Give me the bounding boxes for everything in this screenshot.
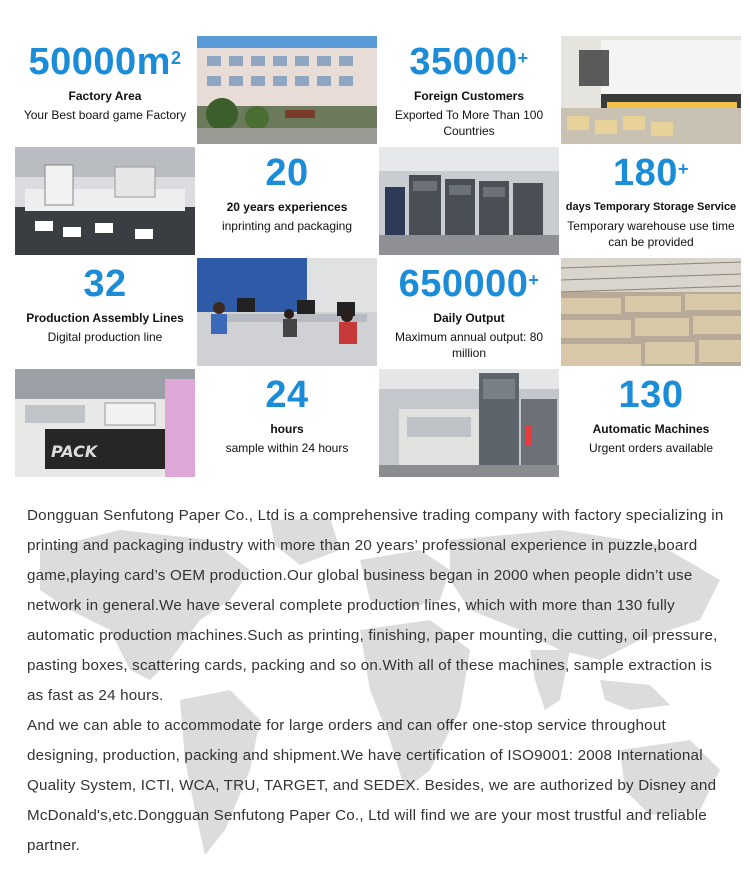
stat-number: 24 [265, 374, 309, 416]
photo-printing-press [379, 147, 559, 255]
stat-number: 650000+ [398, 263, 540, 305]
stat-label: Daily Output [433, 311, 505, 325]
stat-desc: Exported To More Than 100 Countries [394, 108, 544, 138]
description-paragraph-2: And we can able to accommodate for large orders and can offer one-stop service throughout designing, production, packing and shipment.We have certification of ISO9001: 2008 International Quality System, ICTI, WCA, TRU, TARGET, and SEDEX. Besides, we are authorized by Disney and McDonald's,etc.Dongguan Senfutong Paper Co., Ltd will find we are your most trustful and reliable partner. [27, 717, 717, 854]
stat-automatic-machines [561, 369, 741, 477]
stat-factory-area [15, 36, 195, 144]
stat-desc: Digital production line [47, 330, 163, 344]
photo-uv-coating-machine [561, 36, 741, 144]
photo-warehouse [561, 258, 741, 366]
description-paragraph-1: Dongguan Senfutong Paper Co., Ltd is a comprehensive trading company with factory specializing in printing and packaging industry with more than 20 years’ professional experience in puzzle,board game,playing card’s OEM production.Our global business began in 2000 when people didn’t use network in general.We have several complete production lines, which with more than 130 fully automatic production machines.Such as printing, finishing, paper mounting, die cutting, oil pressure, pasting boxes, scattering cards, packing and so on.With all of these machines, sample extraction is as fast as 24 hours. [27, 507, 724, 704]
stat-label: Foreign Customers [413, 89, 524, 103]
stat-foreign-customers [379, 36, 559, 144]
stat-desc: Temporary warehouse use time can be provided [567, 219, 735, 249]
stat-desc: sample within 24 hours [225, 441, 349, 455]
stat-assembly-lines [15, 258, 195, 366]
photo-packing-machine [15, 369, 195, 477]
photo-office-workers [197, 258, 377, 366]
photo-factory-building [197, 36, 377, 144]
company-description [0, 490, 750, 873]
stat-desc: Your Best board game Factory [23, 108, 187, 122]
stat-label: Production Assembly Lines [26, 311, 184, 325]
stat-label: Automatic Machines [592, 422, 710, 436]
stat-desc: Urgent orders available [588, 441, 714, 455]
stat-number: 35000+ [409, 41, 529, 83]
stat-number: 32 [83, 263, 127, 305]
photo-assembly-workstation [15, 147, 195, 255]
stat-label: 20 years experiences [226, 200, 348, 214]
svg-text:PACK: PACK [51, 442, 98, 461]
stat-daily-output [379, 258, 559, 366]
stat-years-experience [197, 147, 377, 255]
stat-sample-hours [197, 369, 377, 477]
photo-printing-machinery [379, 369, 559, 477]
stat-number: 130 [618, 374, 684, 416]
stat-label: hours [270, 422, 304, 436]
stat-desc: inprinting and packaging [221, 219, 353, 233]
stat-desc: Maximum annual output: 80 million [394, 330, 544, 360]
stat-label: days Temporary Storage Service [565, 201, 737, 213]
stat-label: Factory Area [68, 89, 142, 103]
stat-storage-service [561, 147, 741, 255]
stat-number: $50000m^2$ [28, 41, 182, 83]
stat-number: 20 [265, 152, 309, 194]
stat-number: 180+ [613, 152, 689, 194]
